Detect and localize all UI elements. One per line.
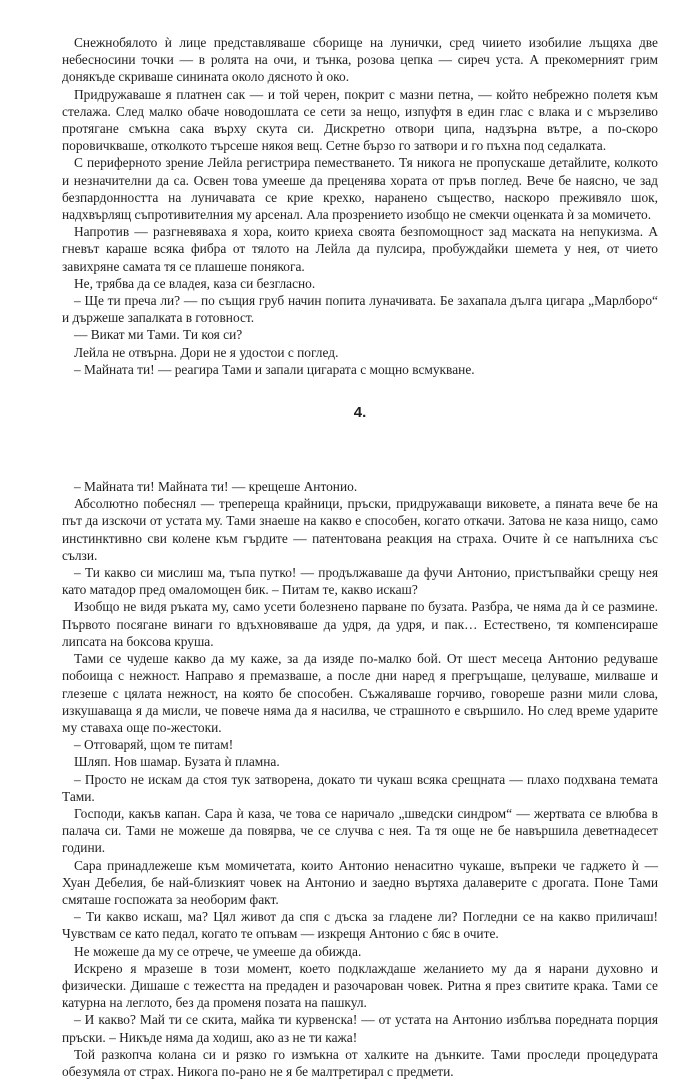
paragraph: Не можеше да му се отрече, че умееше да обижда. xyxy=(74,943,362,959)
book-page xyxy=(62,34,658,1080)
paragraph: Придружаваше я платнен сак — и той черен, покрит с мазни петна, — който небрежно полетя към стелажа. След малко обаче новодошлата се сети за нещо, изпуфтя в един глас с влака и с мързеливо протягане смъкна сака върху скута си. Дискретно отвори ципа, надзърна вътре, а по-скоро поровичкваше, отколкото търсеше някоя вещ. Сетне бързо го затвори и го пъхна под седалката. xyxy=(62,86,658,154)
section-one xyxy=(62,34,658,378)
section-two xyxy=(62,478,658,1080)
paragraph: С периферното зрение Лейла регистрира пеместването. Тя никога не пропускаше детайлите, колкото и незначителни да са. Освен това умееше да преценява хората от пръв поглед. Вече бе наясно, че зад безпардонността на луничавата се крие крехко, наранено същество, наскоро преживяло шок, надхвърлящ съпротивителния му арсенал. Ала прозрението изобщо не смекчи оценката ѝ за момичето. xyxy=(62,155,658,223)
paragraph: – Отговаряй, щом те питам! xyxy=(74,737,234,753)
paragraph: Сара принадлежеше към момичетата, които Антонио ненаситно чукаше, въпреки че гаджето ѝ — Хуан Дебелия, бе най-близкият човек на Антонио и заедно въртяха далаверите с дрогата. Поне Тами смяташе госпожата за необорим факт. xyxy=(62,857,658,907)
paragraph: Лейла не отвърна. Дори не я удостои с поглед. xyxy=(74,344,339,360)
paragraph: Шляп. Нов шамар. Бузата ѝ пламна. xyxy=(74,754,280,770)
paragraph: – Ти какво си мислиш ма, тъпа путко! — продължаваше да фучи Антонио, пристъпвайки срещу нея като матадор пред омаломощен бик. – Питам те, какво искаш? xyxy=(62,565,658,598)
paragraph: Изобщо не видя ръката му, само усети болезнено парване по бузата. Разбра, че няма да ѝ се размине. Първото посягане винаги го вдъхновяваше да удря, да удря, и пак… Естествено, тя компенсираше липсата на боксова круша. xyxy=(62,599,658,649)
paragraph: Искрено я мразеше в този момент, което подклаждаше желанието му да я нарани духовно и физически. Дишаше с тежестта на предаден и разочарован човек. Ритна я през свитите крака. Тами се катурна на леглото, без да променя позата на пашкул. xyxy=(62,960,658,1011)
paragraph: Напротив — разгневяваха я хора, които криеха своята безпомощност зад маската на непукизма. А гневът караше всяка фибра от тялото на Лейла да пулсира, пробуждайки шемета у нея, от чието завихряне самата тя се плашеше понякога. xyxy=(62,224,658,274)
paragraph: Снежнобялото ѝ лице представляваше сборище на лунички, сред чиието изобилие лъщяха две небесносини точки — в ролята на очи, и тънка, розова цепка — сиреч уста. А прекомерният грим донякъде скриваше синината около дясното ѝ око. xyxy=(62,35,658,85)
paragraph: — Викат ми Тами. Ти коя си? xyxy=(74,327,243,343)
paragraph: – Просто не искам да стоя тук затворена, докато ти чукаш всяка срещната — плахо подхвана темата Тами. xyxy=(62,771,658,804)
paragraph: – Ти какво искаш, ма? Цял живот да спя с дъска за гладене ли? Погледни се на какво приличаш! Чувствам се като педал, когато те опъвам — изкрещя Антонио с бяс в очите. xyxy=(62,909,658,942)
paragraph: Тами се чудеше какво да му каже, за да изяде по-малко бой. От шест месеца Антонио редуваше побоища с нежност. Направо я премазваше, а после дни наред я прегръщаше, целуваше, милваше и глезеше с цялата нежност, на която бе способен. Съжаляваше горчиво, говореше разни мили слова, изкушаваща я да мисли, че повече няма да я насилва, че страшното е свършило. Но след време ударите му ставаха още по-жестоки. xyxy=(62,651,658,735)
paragraph: – Ще ти преча ли? — по същия груб начин попита луначивата. Бе захапала дълга цигара „Марлборо“ и държеше запалката в готовност. xyxy=(62,293,658,326)
paragraph: – Майната ти! Майната ти! — крещеше Антонио. xyxy=(74,479,358,495)
chapter-number: 4. xyxy=(353,404,367,422)
paragraph: Той разкопча колана си и рязко го измъкна от халките на дънките. Тами проследи процедурата обезумяла от страх. Никога по-рано не я бе малтретирал с предмети. xyxy=(62,1046,658,1079)
paragraph: Абсолютно побеснял — трепереща крайници, пръски, придружаващи виковете, а пяната вече бе на път да изскочи от устата му. Тами знаеше на какво е способен, когато откачи. Затова не каза нищо, само инстинктивно сви колене към гърдите — патентована реакция на страха. Очите ѝ се напълниха със сълзи. xyxy=(62,496,658,563)
paragraph: – И какво? Май ти се скита, майка ти курвенска! — от устата на Антонио изблъва поредната порция пръски. – Никъде няма да ходиш, ако аз не ти кажа! xyxy=(62,1012,658,1045)
paragraph: – Майната ти! — реагира Тами и запали цигарата с мощно всмукване. xyxy=(74,361,475,377)
paragraph: Господи, какъв капан. Сара ѝ каза, че това се наричало „шведски синдром“ — жертвата се влюбва в палача си. Тами не можеше да повярва, че се случва с нея. Та тя още не бе навършила деветнадесет години. xyxy=(62,805,658,856)
paragraph: Не, трябва да се владея, каза си безгласно. xyxy=(74,275,316,291)
